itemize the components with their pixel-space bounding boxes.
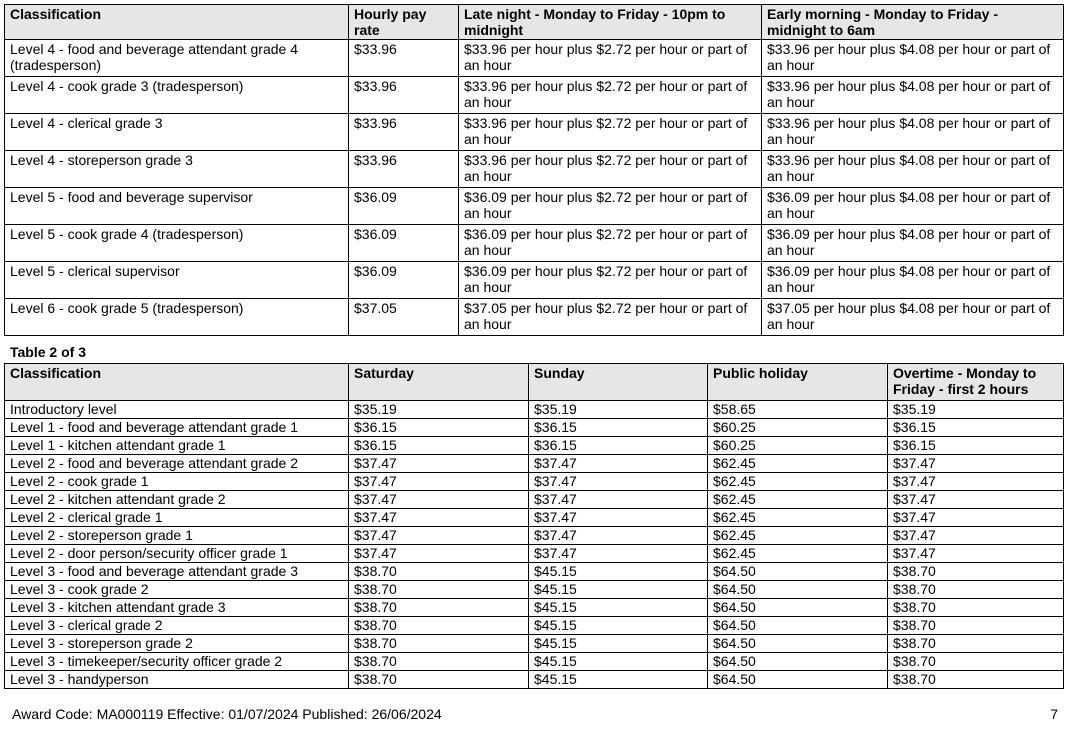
table-cell: Level 2 - kitchen attendant grade 2 [5, 491, 349, 509]
footer-award-info: Award Code: MA000119 Effective: 01/07/2024 Published: 26/06/2024 [12, 706, 442, 722]
table-cell: Level 5 - cook grade 4 (tradesperson) [5, 225, 349, 262]
table-cell: $64.50 [708, 563, 888, 581]
table-row [5, 581, 1064, 599]
table-cell: $37.47 [529, 527, 708, 545]
table-row [5, 188, 1064, 225]
table-cell: Level 4 - storeperson grade 3 [5, 151, 349, 188]
table-cell: Level 1 - food and beverage attendant grade 1 [5, 419, 349, 437]
table-cell: $45.15 [529, 671, 708, 689]
table-cell: Introductory level [5, 401, 349, 419]
table-cell: $64.50 [708, 671, 888, 689]
table-row [5, 77, 1064, 114]
table-cell: Level 4 - clerical grade 3 [5, 114, 349, 151]
pay-rates-table-1 [4, 4, 1064, 336]
table-cell: $33.96 per hour plus $2.72 per hour or part of an hour [459, 151, 762, 188]
table-cell: $64.50 [708, 581, 888, 599]
table-cell: Level 3 - kitchen attendant grade 3 [5, 599, 349, 617]
table-row [5, 473, 1064, 491]
table-cell: $33.96 per hour plus $2.72 per hour or part of an hour [459, 77, 762, 114]
table-cell: $38.70 [349, 653, 529, 671]
table-cell: $38.70 [888, 617, 1064, 635]
table-cell: $35.19 [529, 401, 708, 419]
table-cell: $36.09 per hour plus $2.72 per hour or part of an hour [459, 188, 762, 225]
table-cell: $36.15 [529, 419, 708, 437]
table-cell: $33.96 per hour plus $4.08 per hour or part of an hour [762, 151, 1064, 188]
table-cell: Level 3 - food and beverage attendant grade 3 [5, 563, 349, 581]
table-cell: $33.96 per hour plus $2.72 per hour or part of an hour [459, 114, 762, 151]
table-cell: $37.47 [888, 509, 1064, 527]
table-cell: Level 2 - storeperson grade 1 [5, 527, 349, 545]
table-cell: $62.45 [708, 455, 888, 473]
table-cell: $37.47 [888, 455, 1064, 473]
table-cell: $36.09 per hour plus $4.08 per hour or part of an hour [762, 188, 1064, 225]
table-cell: $45.15 [529, 635, 708, 653]
table-cell: $37.47 [349, 473, 529, 491]
page-number: 7 [1050, 706, 1058, 722]
column-header: Hourly pay rate [349, 5, 459, 40]
table-cell: $33.96 per hour plus $4.08 per hour or part of an hour [762, 114, 1064, 151]
table-cell: Level 3 - handyperson [5, 671, 349, 689]
table-cell: $37.47 [529, 491, 708, 509]
table-cell: $37.47 [349, 455, 529, 473]
table-cell: $60.25 [708, 437, 888, 455]
table-cell: $62.45 [708, 509, 888, 527]
table-cell: $35.19 [349, 401, 529, 419]
table-row [5, 114, 1064, 151]
table-cell: $36.09 per hour plus $2.72 per hour or part of an hour [459, 225, 762, 262]
table-row [5, 299, 1064, 336]
table-row [5, 671, 1064, 689]
table-cell: $36.15 [349, 437, 529, 455]
table-cell: $36.15 [349, 419, 529, 437]
table-cell: $38.70 [349, 671, 529, 689]
table-cell: $60.25 [708, 419, 888, 437]
column-header: Classification [5, 364, 349, 401]
table-cell: $36.15 [888, 437, 1064, 455]
table-cell: $38.70 [349, 599, 529, 617]
table-cell: $38.70 [888, 599, 1064, 617]
table-row [5, 491, 1064, 509]
table-row [5, 563, 1064, 581]
table-cell: $37.47 [349, 527, 529, 545]
table-cell: $36.09 [349, 188, 459, 225]
table-cell: Level 1 - kitchen attendant grade 1 [5, 437, 349, 455]
table-cell: Level 6 - cook grade 5 (tradesperson) [5, 299, 349, 336]
table-cell: Level 4 - food and beverage attendant grade 4 (tradesperson) [5, 40, 349, 77]
table-cell: $38.70 [349, 563, 529, 581]
column-header: Late night - Monday to Friday - 10pm to midnight [459, 5, 762, 40]
table-cell: $45.15 [529, 617, 708, 635]
table-cell: $37.47 [888, 527, 1064, 545]
table-cell: $37.47 [529, 473, 708, 491]
table-cell: $38.70 [349, 635, 529, 653]
table-cell: Level 5 - food and beverage supervisor [5, 188, 349, 225]
pay-rates-table-2 [4, 363, 1064, 689]
table-cell: $36.09 [349, 225, 459, 262]
table-cell: $64.50 [708, 617, 888, 635]
table-cell: $36.09 per hour plus $4.08 per hour or part of an hour [762, 225, 1064, 262]
table-row [5, 653, 1064, 671]
table-cell: $62.45 [708, 491, 888, 509]
table-cell: $33.96 per hour plus $4.08 per hour or part of an hour [762, 40, 1064, 77]
table-cell: $38.70 [349, 617, 529, 635]
table-cell: $37.47 [888, 545, 1064, 563]
table-cell: Level 3 - timekeeper/security officer grade 2 [5, 653, 349, 671]
table-cell: $37.47 [349, 545, 529, 563]
table-row [5, 262, 1064, 299]
table-cell: $45.15 [529, 581, 708, 599]
table-cell: $37.47 [529, 545, 708, 563]
table-cell: $38.70 [888, 581, 1064, 599]
table-cell: $33.96 [349, 40, 459, 77]
table-cell: Level 2 - food and beverage attendant grade 2 [5, 455, 349, 473]
table-cell: Level 3 - cook grade 2 [5, 581, 349, 599]
table-cell: $64.50 [708, 635, 888, 653]
table-cell: $33.96 [349, 151, 459, 188]
table-row [5, 527, 1064, 545]
table-cell: $62.45 [708, 527, 888, 545]
table-cell: Level 2 - cook grade 1 [5, 473, 349, 491]
table-row [5, 617, 1064, 635]
column-header: Saturday [349, 364, 529, 401]
table-row [5, 40, 1064, 77]
table-row [5, 599, 1064, 617]
table-cell: $33.96 [349, 77, 459, 114]
table-cell: $58.65 [708, 401, 888, 419]
table-cell: $36.09 per hour plus $2.72 per hour or part of an hour [459, 262, 762, 299]
table-header-row [5, 364, 1064, 401]
table-cell: $37.47 [888, 491, 1064, 509]
table-cell: $64.50 [708, 599, 888, 617]
table-row [5, 401, 1064, 419]
table-cell: $38.70 [349, 581, 529, 599]
table-cell: Level 4 - cook grade 3 (tradesperson) [5, 77, 349, 114]
table-row [5, 419, 1064, 437]
table-header-row [5, 5, 1064, 40]
table-cell: $38.70 [888, 653, 1064, 671]
table-cell: $45.15 [529, 563, 708, 581]
table-cell: $37.47 [529, 509, 708, 527]
table-cell: $36.15 [529, 437, 708, 455]
table-cell: Level 2 - door person/security officer grade 1 [5, 545, 349, 563]
table-cell: Level 5 - clerical supervisor [5, 262, 349, 299]
table-cell: $37.47 [349, 509, 529, 527]
table-cell: $37.47 [529, 455, 708, 473]
table-cell: $37.05 per hour plus $4.08 per hour or part of an hour [762, 299, 1064, 336]
table-cell: $45.15 [529, 653, 708, 671]
table-cell: $33.96 per hour plus $2.72 per hour or part of an hour [459, 40, 762, 77]
column-header: Public holiday [708, 364, 888, 401]
table-cell: Level 2 - clerical grade 1 [5, 509, 349, 527]
table-row [5, 545, 1064, 563]
table-cell: $37.47 [349, 491, 529, 509]
table-row [5, 509, 1064, 527]
column-header: Sunday [529, 364, 708, 401]
table-cell: $36.09 per hour plus $4.08 per hour or part of an hour [762, 262, 1064, 299]
table-cell: $37.05 per hour plus $2.72 per hour or part of an hour [459, 299, 762, 336]
table-cell: $45.15 [529, 599, 708, 617]
table-cell: $62.45 [708, 545, 888, 563]
table-cell: Level 3 - clerical grade 2 [5, 617, 349, 635]
table-cell: $37.05 [349, 299, 459, 336]
table-cell: $36.15 [888, 419, 1064, 437]
column-header: Overtime - Monday to Friday - first 2 hours [888, 364, 1064, 401]
table-cell: $38.70 [888, 671, 1064, 689]
column-header: Early morning - Monday to Friday - midnight to 6am [762, 5, 1064, 40]
table-cell: $36.09 [349, 262, 459, 299]
column-header: Classification [5, 5, 349, 40]
table-caption: Table 2 of 3 [10, 344, 86, 360]
table-cell: $35.19 [888, 401, 1064, 419]
table-cell: $38.70 [888, 635, 1064, 653]
table-cell: $33.96 per hour plus $4.08 per hour or part of an hour [762, 77, 1064, 114]
table-cell: $33.96 [349, 114, 459, 151]
table-row [5, 455, 1064, 473]
table-row [5, 151, 1064, 188]
table-row [5, 437, 1064, 455]
table-row [5, 225, 1064, 262]
table-cell: $38.70 [888, 563, 1064, 581]
table-cell: $64.50 [708, 653, 888, 671]
table-cell: Level 3 - storeperson grade 2 [5, 635, 349, 653]
table-cell: $62.45 [708, 473, 888, 491]
table-row [5, 635, 1064, 653]
table-cell: $37.47 [888, 473, 1064, 491]
